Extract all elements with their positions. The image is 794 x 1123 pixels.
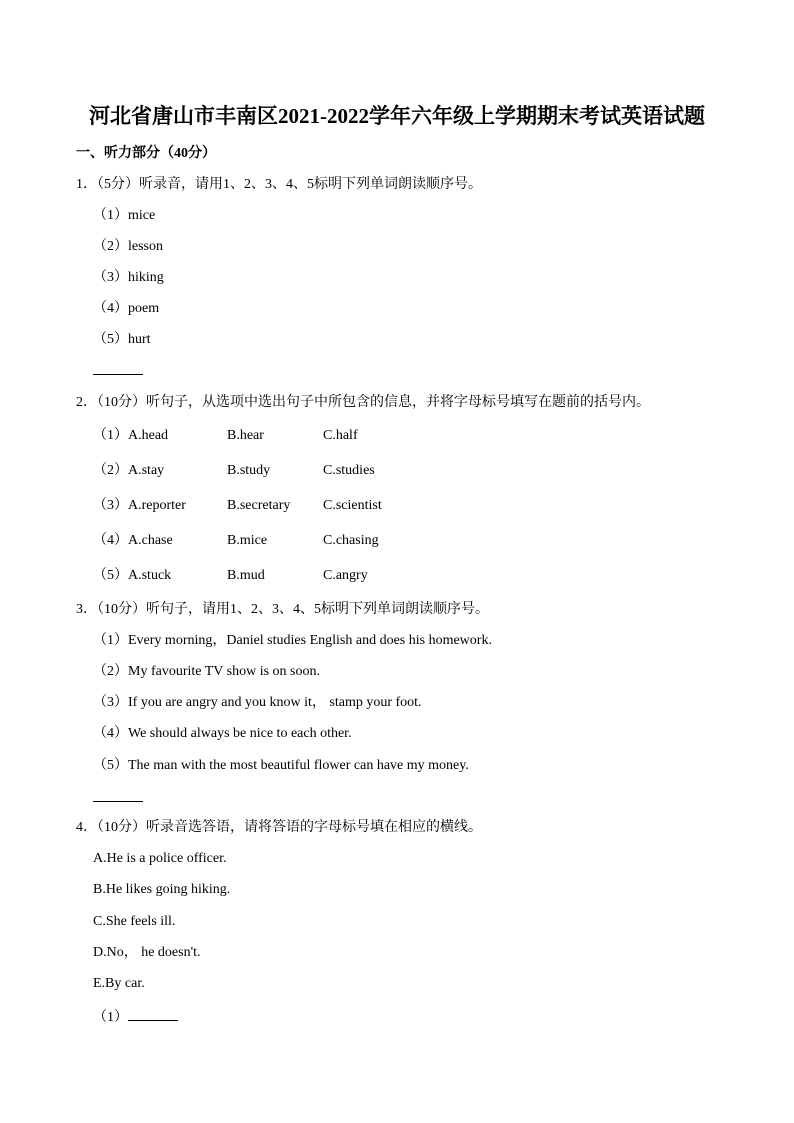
option-c: C.chasing bbox=[323, 533, 379, 548]
question-4-option: B.He likes going hiking. bbox=[93, 882, 231, 897]
question-2-stem: 2．（10分）听句子，从选项中选出句子中所包含的信息，并将字母标号填写在题前的括号内。 bbox=[76, 395, 650, 410]
question-3-stem: 3．（10分）听句子，请用1、2、3、4、5标明下列单词朗读顺序号。 bbox=[76, 602, 489, 617]
question-1-item: （4）poem bbox=[93, 301, 160, 316]
question-3-item: （3）If you are angry and you know it， stamp your foot. bbox=[93, 695, 422, 710]
question-4-option: D.No， he doesn't. bbox=[93, 945, 201, 960]
section-heading-listening: 一、听力部分（40分） bbox=[76, 146, 216, 161]
question-4-option: C.She feels ill. bbox=[93, 914, 176, 929]
option-a: （3）A.reporter bbox=[93, 498, 186, 513]
question-3-item: （2）My favourite TV show is on soon. bbox=[93, 664, 320, 679]
question-1-stem: 1．（5分）听录音，请用1、2、3、4、5标明下列单词朗读顺序号。 bbox=[76, 177, 482, 192]
question-4-stem: 4．（10分）听录音选答语，请将答语的字母标号填在相应的横线。 bbox=[76, 820, 482, 835]
question-1-item: （3）hiking bbox=[93, 270, 164, 285]
option-c: C.scientist bbox=[323, 498, 382, 513]
option-a: （5）A.stuck bbox=[93, 568, 172, 583]
answer-blank-q1[interactable] bbox=[93, 374, 143, 375]
question-3-item: （1）Every morning，Daniel studies English and does his homework. bbox=[93, 633, 492, 648]
option-b: B.mud bbox=[227, 568, 265, 583]
answer-label: （1） bbox=[93, 1010, 128, 1025]
question-4-answer-line bbox=[93, 1006, 178, 1027]
question-4-option: A.He is a police officer. bbox=[93, 851, 227, 866]
option-c: C.half bbox=[323, 428, 358, 443]
question-1-item: （2）lesson bbox=[93, 239, 163, 254]
option-b: B.hear bbox=[227, 428, 264, 443]
question-1-item: （5）hurt bbox=[93, 332, 151, 347]
option-b: B.secretary bbox=[227, 498, 291, 513]
question-3-item: （5）The man with the most beautiful flower can have my money. bbox=[93, 758, 469, 773]
answer-blank-q3[interactable] bbox=[93, 801, 143, 802]
question-4-option: E.By car. bbox=[93, 976, 145, 991]
question-3-item: （4）We should always be nice to each other. bbox=[93, 726, 352, 741]
option-a: （2）A.stay bbox=[93, 463, 165, 478]
answer-blank-q4-1[interactable] bbox=[128, 1006, 178, 1021]
option-b: B.study bbox=[227, 463, 271, 478]
option-c: C.angry bbox=[323, 568, 368, 583]
option-a: （4）A.chase bbox=[93, 533, 173, 548]
question-1-item: （1）mice bbox=[93, 208, 156, 223]
page-title: 河北省唐山市丰南区2021-2022学年六年级上学期期末考试英语试题 bbox=[89, 104, 705, 128]
option-a: （1）A.head bbox=[93, 428, 169, 443]
option-b: B.mice bbox=[227, 533, 268, 548]
option-c: C.studies bbox=[323, 463, 375, 478]
